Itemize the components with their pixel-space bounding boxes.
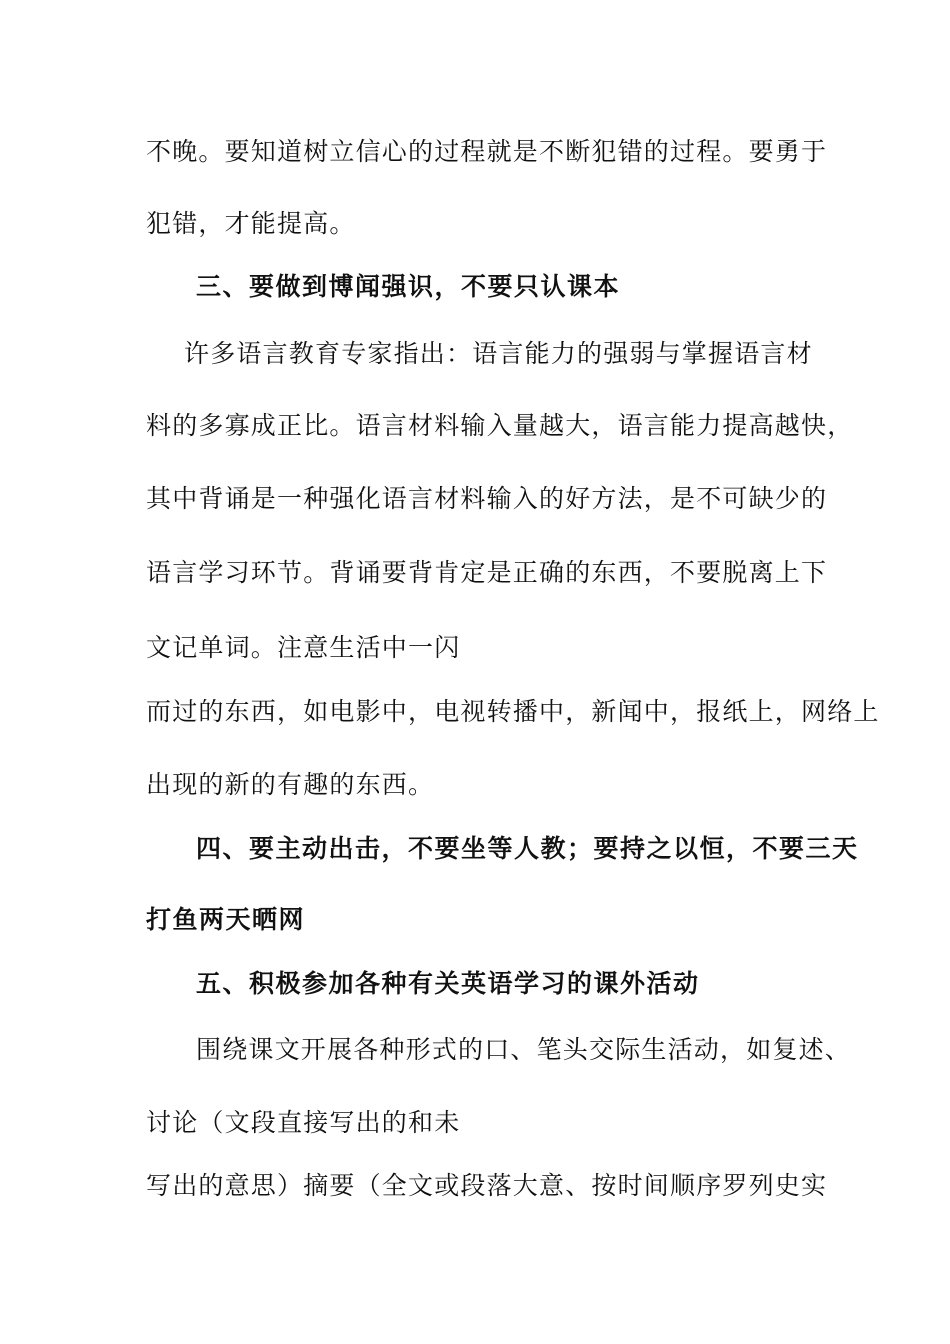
paragraph-line: 许多语言教育专家指出：语言能力的强弱与掌握语言材 bbox=[184, 339, 813, 368]
paragraph-line: 不晚。要知道树立信心的过程就是不断犯错的过程。要勇于 bbox=[146, 137, 828, 166]
paragraph-line: 其中背诵是一种强化语言材料输入的好方法，是不可缺少的 bbox=[146, 484, 828, 513]
paragraph-line: 而过的东西，如电影中，电视转播中，新闻中，报纸上，网络上 bbox=[146, 697, 880, 726]
section-heading-4: 四、要主动出击，不要坐等人教；要持之以恒，不要三天 bbox=[196, 834, 859, 863]
paragraph-line: 犯错，才能提高。 bbox=[146, 209, 356, 238]
paragraph-line: 写出的意思）摘要（全文或段落大意、按时间顺序罗列史实 bbox=[146, 1171, 828, 1200]
paragraph-line: 文记单词。注意生活中一闪 bbox=[146, 633, 461, 662]
section-heading-4-cont: 打鱼两天晒网 bbox=[146, 905, 306, 934]
section-heading-3: 三、要做到博闻强识，不要只认课本 bbox=[196, 272, 621, 301]
paragraph-line: 语言学习环节。背诵要背肯定是正确的东西，不要脱离上下 bbox=[146, 558, 828, 587]
section-heading-5: 五、积极参加各种有关英语学习的课外活动 bbox=[196, 969, 700, 998]
paragraph-line: 围绕课文开展各种形式的口、笔头交际生活动，如复述、 bbox=[196, 1035, 852, 1064]
paragraph-line: 出现的新的有趣的东西。 bbox=[146, 770, 435, 799]
paragraph-line: 料的多寡成正比。语言材料输入量越大，语言能力提高越快， bbox=[146, 411, 854, 440]
paragraph-line: 讨论（文段直接写出的和未 bbox=[146, 1108, 461, 1137]
